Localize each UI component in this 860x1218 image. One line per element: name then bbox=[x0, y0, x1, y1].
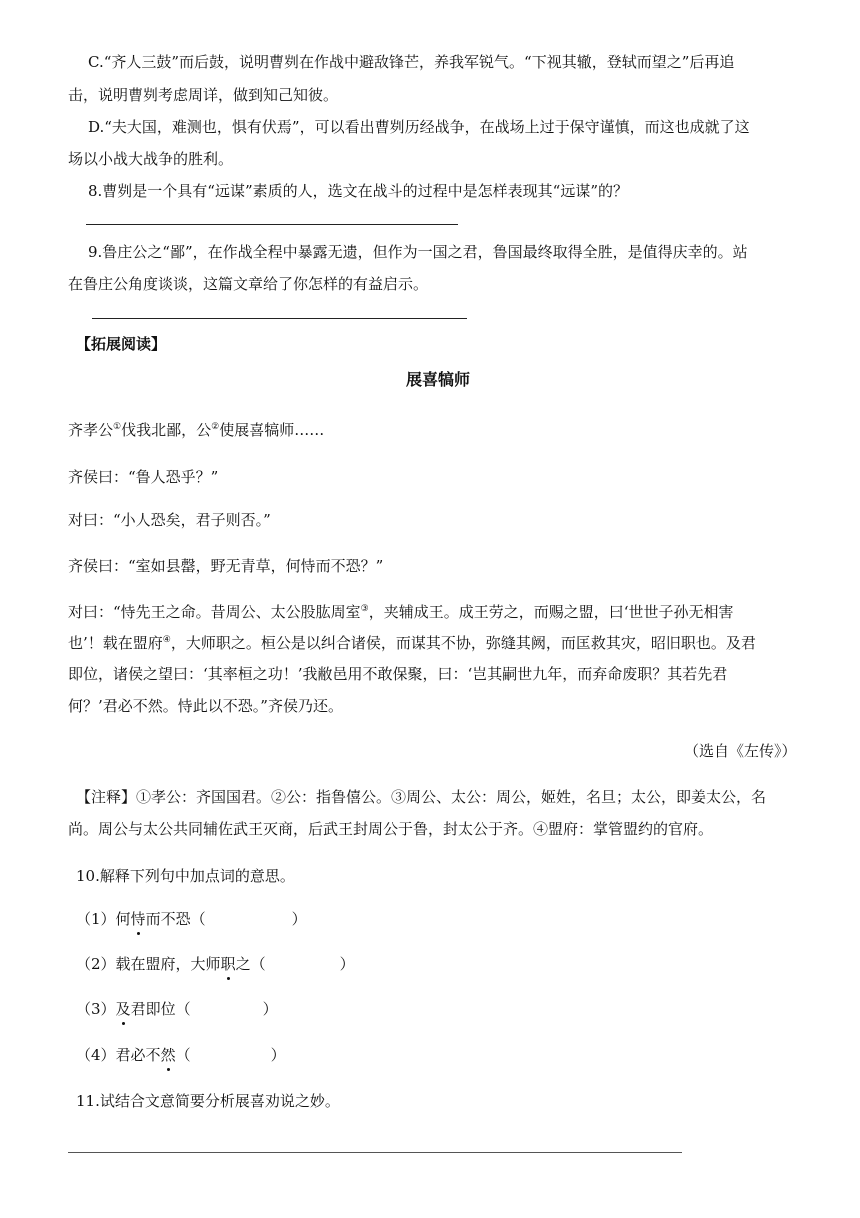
passage-paragraph-1 bbox=[68, 419, 324, 442]
question-10-prompt: 10.解释下列句中加点词的意思。 bbox=[76, 867, 295, 885]
passage-source: （选自《左传》） bbox=[684, 742, 797, 760]
dotted-word: 及 bbox=[116, 998, 131, 1021]
answer-paren-open: （ bbox=[250, 955, 266, 973]
question-10-item-3 bbox=[76, 998, 278, 1021]
p5-line2-a: 也’！载在盟府 bbox=[68, 634, 163, 652]
notes-line-2: 尚。周公与太公共同辅佐武王灭商，后武王封周公于鲁，封太公于齐。④盟府：掌管盟约的官府。 bbox=[68, 820, 714, 838]
passage-title: 展喜犒师 bbox=[406, 370, 471, 389]
p1-text-c: 使展喜犒师…… bbox=[219, 421, 325, 439]
answer-paren-open: （ bbox=[175, 1000, 191, 1018]
item-text-before: 君必不 bbox=[115, 1046, 161, 1064]
answer-paren-close: ） bbox=[262, 1000, 278, 1018]
extended-reading-label: 【拓展阅读】 bbox=[76, 335, 167, 353]
passage-paragraph-4: 齐侯曰：“室如县罄，野无青草，何恃而不恐？” bbox=[68, 557, 384, 575]
item-text-after: 君即位 bbox=[130, 1000, 176, 1018]
item-number: （2） bbox=[76, 955, 116, 973]
dotted-word: 职 bbox=[221, 953, 236, 976]
question-9-line-1: 9.鲁庄公之“鄙”，在作战全程中暴露无遗，但作为一国之君，鲁国最终取得全胜，是值得庆幸的。站 bbox=[88, 243, 748, 261]
note-marker-1: ① bbox=[113, 422, 122, 432]
item-number: （4） bbox=[76, 1046, 116, 1064]
item-text-after: 而不恐 bbox=[145, 910, 191, 928]
question-11-text: 11.试结合文意简要分析展喜劝说之妙。 bbox=[76, 1092, 340, 1110]
p1-text-a: 齐孝公 bbox=[68, 421, 114, 439]
passage-paragraph-5-line-1 bbox=[68, 601, 734, 624]
item-number: （3） bbox=[76, 1000, 116, 1018]
question-9-answer-line[interactable] bbox=[92, 318, 467, 319]
passage-paragraph-3: 对曰：“小人恐矣，君子则否。” bbox=[68, 511, 271, 529]
option-d-line-1: D.“夫大国，难测也，惧有伏焉”，可以看出曹刿历经战争，在战场上过于保守谨慎，而这也成就了这 bbox=[88, 118, 750, 136]
p1-text-b: 伐我北鄙，公 bbox=[121, 421, 212, 439]
note-marker-2: ② bbox=[211, 422, 220, 432]
item-text-after: 之 bbox=[235, 955, 251, 973]
answer-paren-close: ） bbox=[339, 955, 355, 973]
passage-paragraph-5-line-3: 即位，诸侯之望曰：‘其率桓之功！’我敝邑用不敢保聚，曰：‘岂其嗣世九年，而弃命废职？其若先君 bbox=[68, 665, 728, 683]
question-9-line-2: 在鲁庄公角度谈谈，这篇文章给了你怎样的有益启示。 bbox=[68, 275, 429, 293]
question-8-answer-line[interactable] bbox=[86, 224, 458, 225]
item-number: （1） bbox=[76, 910, 116, 928]
question-8-text: 8.曹刿是一个具有“远谋”素质的人，选文在战斗的过程中是怎样表现其“远谋”的？ bbox=[88, 182, 628, 200]
dotted-word: 然 bbox=[161, 1044, 176, 1067]
p5-line1-b: ，夹辅成王。成王劳之，而赐之盟，曰‘世世子孙无相害 bbox=[368, 603, 734, 621]
p5-line2-b: ，大师职之。桓公是以纠合诸侯，而谋其不协，弥缝其阙，而匡救其灾，昭旧职也。及君 bbox=[170, 634, 756, 652]
question-10-item-2 bbox=[76, 953, 355, 976]
passage-paragraph-5-line-4: 何？’君必不然。恃此以不恐。”齐侯乃还。 bbox=[68, 697, 343, 715]
option-c-line-1: C.“齐人三鼓”而后鼓，说明曹刿在作战中避敌锋芒，养我军锐气。“下视其辙，登轼而望之”后再追 bbox=[88, 53, 735, 71]
passage-paragraph-2: 齐侯曰：“鲁人恐乎？” bbox=[68, 468, 219, 486]
question-10-item-4 bbox=[76, 1044, 286, 1067]
p5-line1-a: 对曰：“恃先王之命。昔周公、太公股肱周室 bbox=[68, 603, 361, 621]
answer-paren-open: （ bbox=[190, 910, 206, 928]
item-text-before: 何 bbox=[115, 910, 131, 928]
notes-line-1: 【注释】①孝公：齐国国君。②公：指鲁僖公。③周公、太公：周公，姬姓，名旦；太公，即姜太公，名 bbox=[76, 788, 767, 806]
note-marker-4: ④ bbox=[162, 635, 171, 645]
answer-paren-open: （ bbox=[175, 1046, 191, 1064]
question-10-item-1 bbox=[76, 908, 307, 931]
note-marker-3: ③ bbox=[360, 604, 369, 614]
dotted-word: 恃 bbox=[131, 908, 146, 931]
item-text-before: 载在盟府，大师 bbox=[115, 955, 221, 973]
option-d-line-2: 场以小战大战争的胜利。 bbox=[68, 150, 234, 168]
answer-paren-close: ） bbox=[270, 1046, 286, 1064]
answer-paren-close: ） bbox=[291, 910, 307, 928]
question-11-answer-line[interactable] bbox=[68, 1152, 682, 1153]
option-c-line-2: 击，说明曹刿考虑周详，做到知己知彼。 bbox=[68, 86, 339, 104]
passage-paragraph-5-line-2 bbox=[68, 632, 756, 655]
